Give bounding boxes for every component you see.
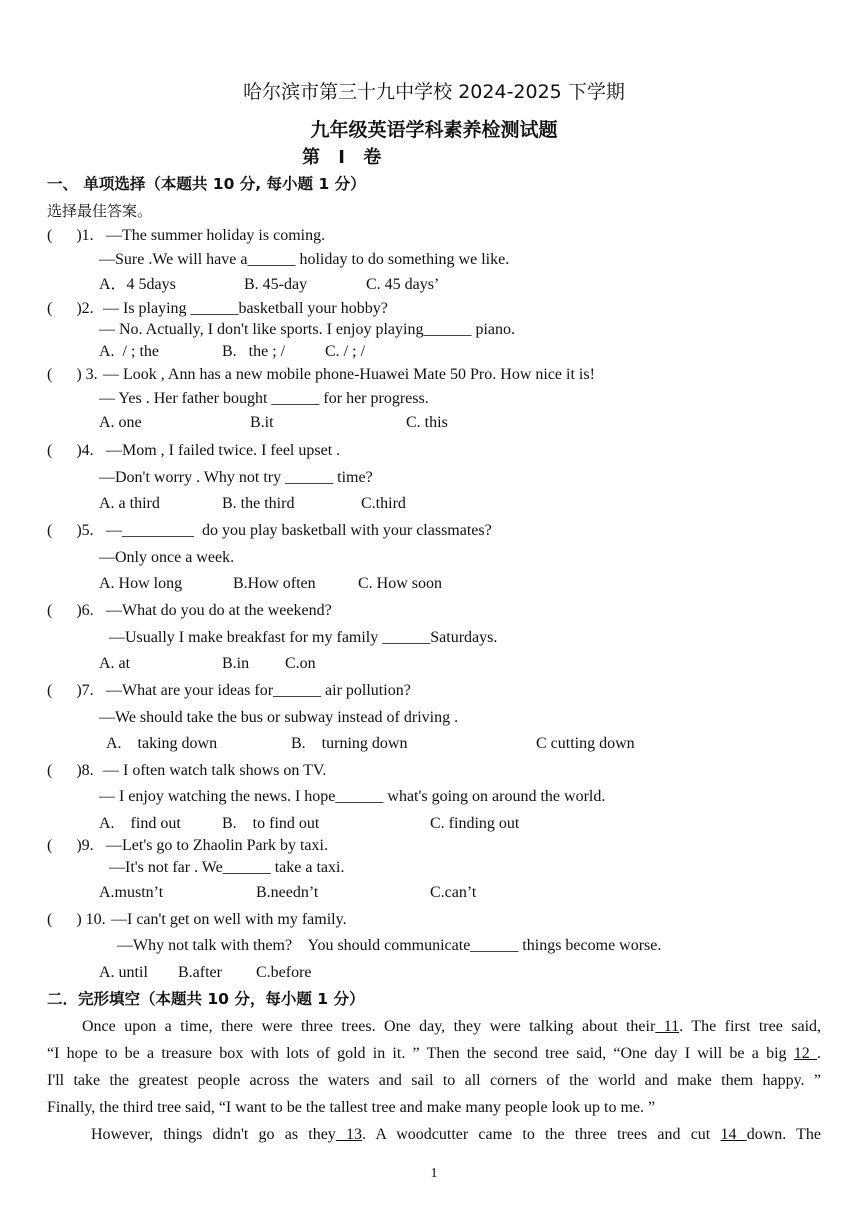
cloze-text: Once upon a time, there were three trees. One day, they were talking about their [82, 1018, 656, 1035]
cloze-text: However, things didn't go as they [91, 1126, 336, 1143]
question-number: ( )8. [47, 762, 94, 779]
question-number: ( )5. [47, 522, 94, 539]
option-c: C cutting down [536, 735, 635, 752]
cloze-line [47, 1040, 821, 1067]
option-a: A.mustn’t [99, 884, 164, 901]
option-a: A．4 5days [99, 276, 176, 293]
cloze-line [47, 1121, 821, 1148]
question-number: ( )7. [47, 682, 94, 699]
option-c: C. How soon [358, 575, 443, 592]
question-number: ( )2. [47, 300, 94, 317]
option-c: C.can’t [430, 884, 477, 901]
question-number: ( ) 10. [47, 911, 106, 928]
option-c: C. 45 days’ [366, 276, 440, 293]
cloze-blank-14: 14 [720, 1126, 747, 1143]
question-prompt: — I often watch talk shows on TV. [103, 762, 327, 779]
cloze-text: “I hope to be a treasure box with lots of gold in it. ” Then the second tree said, “One day I will be a big [47, 1045, 787, 1062]
section1-heading: 一、 单项选择（本题共 10 分, 每小题 1 分） [47, 175, 366, 193]
option-b: B. 45-day [244, 276, 308, 293]
question-prompt: —What are your ideas for______ air pollution? [106, 682, 411, 699]
question-response: —Usually I make breakfast for my family ______Saturdays. [109, 629, 498, 646]
cloze-blank-13: 13 [335, 1126, 363, 1143]
exam-title: 九年级英语学科素养检测试题 [310, 119, 558, 141]
cloze-line: I'll take the greatest people across the waters and sail to all corners of the world and make them happy. ” [47, 1072, 821, 1089]
question-response: —Only once a week. [99, 549, 235, 566]
option-a: A. taking down [106, 735, 218, 752]
question-number: ( )4. [47, 442, 94, 459]
question-prompt: —The summer holiday is coming. [106, 227, 326, 244]
cloze-text: . A woodcutter came to the three trees and cut [362, 1126, 711, 1143]
question-number: ( )9. [47, 837, 94, 854]
cloze-text: . The first tree said, [679, 1018, 822, 1035]
option-a: A. a third [99, 495, 160, 512]
volume-label: 第 Ⅰ 卷 [302, 147, 388, 168]
option-b: B.needn’t [256, 884, 319, 901]
question-response: — I enjoy watching the news. I hope______ what's going on around the world. [99, 788, 606, 805]
question-prompt: —Mom , I failed twice. I feel upset . [106, 442, 341, 459]
question-response: —It's not far . We______ take a taxi. [109, 859, 345, 876]
cloze-blank-12: 12 [793, 1045, 818, 1062]
option-a: A. / ; the [99, 343, 159, 360]
option-b: B.in [222, 655, 250, 672]
option-c: C.before [256, 964, 312, 981]
question-response: —We should take the bus or subway instead of driving . [99, 709, 459, 726]
option-b: B. to find out [222, 815, 320, 832]
question-number: ( )1. [47, 227, 94, 244]
option-b: B.How often [233, 575, 316, 592]
option-a: A. find out [99, 815, 181, 832]
option-c: C. finding out [430, 815, 520, 832]
cloze-line [47, 1013, 821, 1040]
cloze-line: Finally, the third tree said, “I want to be the tallest tree and make many people look up to me. ” [47, 1099, 656, 1116]
option-b: B.it [250, 414, 274, 431]
cloze-text: . [817, 1045, 822, 1062]
option-b: B. the ; / [222, 343, 286, 360]
question-response: — Yes . Her father bought ______ for her progress. [99, 390, 429, 407]
question-response: —Sure .We will have a______ holiday to do something we like. [99, 251, 510, 268]
question-number: ( )6. [47, 602, 94, 619]
option-b: B.after [178, 964, 222, 981]
section2-heading: 二．完形填空（本题共 10 分，每小题 1 分） [47, 990, 365, 1008]
question-prompt: —What do you do at the weekend? [106, 602, 332, 619]
option-c: C. this [406, 414, 448, 431]
option-c: C.on [285, 655, 316, 672]
section1-instruction: 选择最佳答案。 [47, 202, 153, 220]
option-a: A. How long [99, 575, 183, 592]
question-prompt: — Is playing ______basketball your hobby? [103, 300, 388, 317]
option-a: A. one [99, 414, 142, 431]
cloze-blank-11: 11 [655, 1018, 680, 1035]
school-header: 哈尔滨市第三十九中学校 2024-2025 下学期 [243, 81, 625, 103]
option-a: A. until [99, 964, 148, 981]
question-prompt: —_________ do you play basketball with your classmates? [106, 522, 492, 539]
question-prompt: —Let's go to Zhaolin Park by taxi. [106, 837, 328, 854]
option-b: B. the third [222, 495, 295, 512]
option-a: A. at [99, 655, 131, 672]
option-c: C.third [361, 495, 406, 512]
page-number: 1 [430, 1166, 438, 1181]
cloze-text: down. The [746, 1126, 822, 1143]
question-response: —Why not talk with them? You should communicate______ things become worse. [117, 937, 662, 954]
question-number: ( ) 3. [47, 366, 98, 383]
question-response: — No. Actually, I don't like sports. I enjoy playing______ piano. [99, 321, 516, 338]
question-prompt: — Look , Ann has a new mobile phone-Huawei Mate 50 Pro. How nice it is! [103, 366, 595, 383]
option-c: C. / ; / [325, 343, 366, 360]
question-prompt: —I can't get on well with my family. [111, 911, 347, 928]
option-b: B. turning down [291, 735, 408, 752]
question-response: —Don't worry . Why not try ______ time? [99, 469, 373, 486]
